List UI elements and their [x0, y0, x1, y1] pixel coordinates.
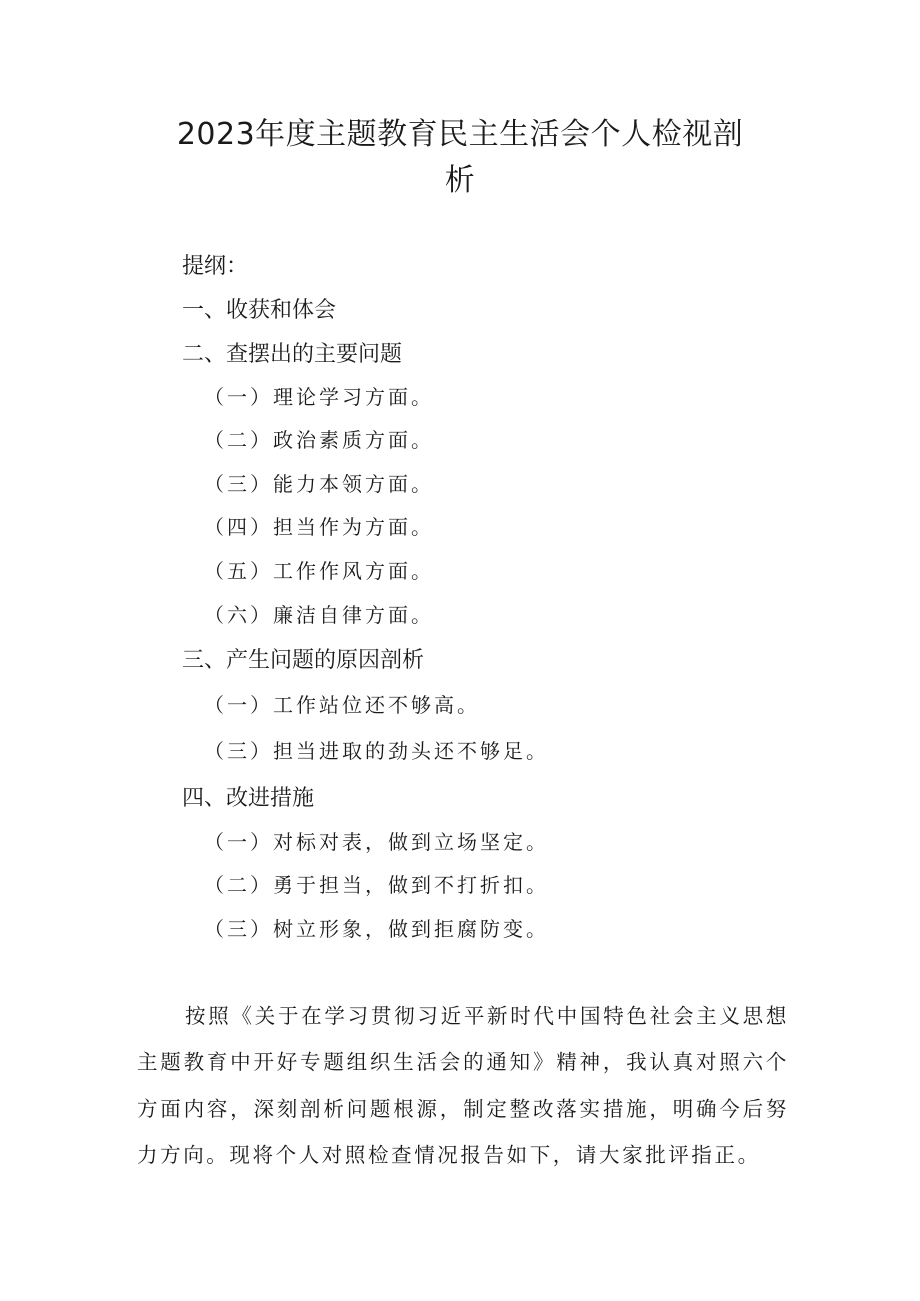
- section-2-item: （六）廉洁自律方面。: [204, 603, 434, 627]
- section-3-item: （三）担当进取的劲头还不够足。: [204, 739, 549, 763]
- section-2-item: （二）政治素质方面。: [204, 428, 434, 452]
- document-title: [140, 112, 780, 204]
- section-2-item: （三）能力本领方面。: [204, 472, 434, 496]
- section-2-item: （五）工作作风方面。: [204, 559, 434, 583]
- section-heading-1: 一、收获和体会: [182, 298, 337, 323]
- section-2-item: （四）担当作为方面。: [204, 515, 434, 539]
- section-heading-2: 二、查摆出的主要问题: [182, 342, 403, 367]
- section-2-item: （一）理论学习方面。: [204, 385, 434, 409]
- section-heading-4: 四、改进措施: [182, 786, 315, 811]
- section-4-item: （二）勇于担当，做到不打折扣。: [204, 873, 549, 897]
- section-4-item: （一）对标对表，做到立场坚定。: [204, 830, 549, 854]
- outline-label: 提纲：: [182, 254, 249, 279]
- section-heading-3: 三、产生问题的原因剖析: [182, 648, 425, 673]
- intro-paragraph: 按照《关于在学习贯彻习近平新时代中国特色社会主义思想主题教育中开好专题组织生活会的通知》精神，我认真对照六个方面内容，深刻剖析问题根源，制定整改落实措施，明确今后努力方向。现将个人对照检查情况报告如下，请大家批评指正。: [137, 1004, 789, 1167]
- section-4-item: （三）树立形象，做到拒腐防变。: [204, 917, 549, 941]
- document-title-line-2: 析: [444, 163, 476, 198]
- document-title-line-1: 2023年度主题教育民主生活会个人检视剖: [176, 117, 744, 152]
- section-3-item: （一）工作站位还不够高。: [204, 693, 480, 717]
